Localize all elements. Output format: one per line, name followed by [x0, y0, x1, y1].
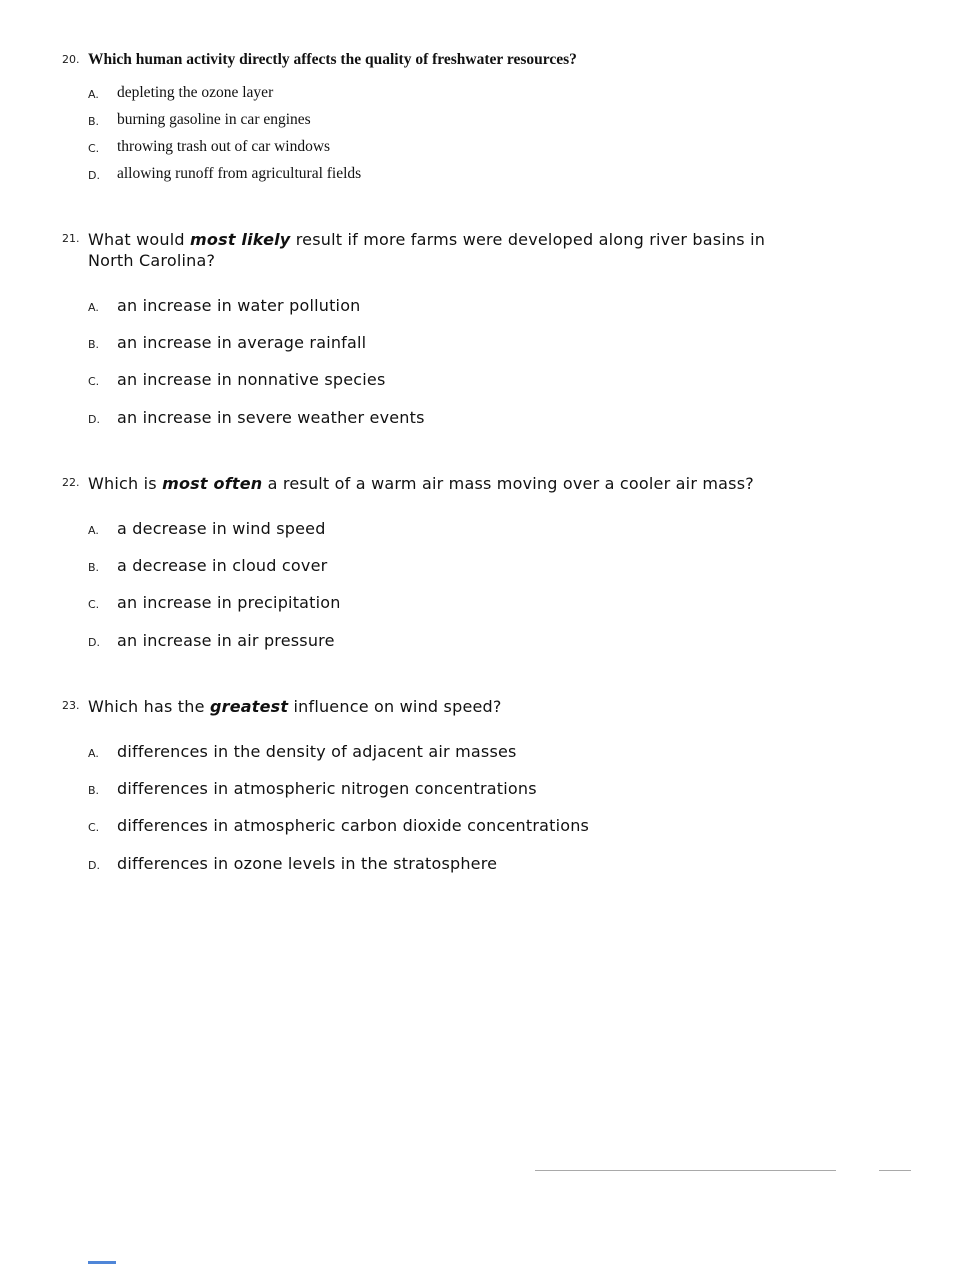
option-row [88, 84, 939, 102]
question-header [62, 696, 939, 717]
question-text [88, 696, 502, 717]
option-row [88, 557, 939, 575]
option-text: depleting the ozone layer [117, 83, 274, 101]
option-row [88, 165, 939, 183]
option-text: differences in ozone levels in the stratosphere [117, 853, 498, 873]
question-text [88, 229, 778, 272]
option-letter: A. [88, 87, 99, 101]
option-text: an increase in precipitation [117, 593, 341, 613]
option-row [88, 520, 939, 538]
option-text: burning gasoline in car engines [117, 110, 311, 128]
option-letter: D. [88, 635, 100, 649]
option-letter: A. [88, 746, 99, 760]
options-list [88, 520, 939, 651]
question-header [62, 473, 939, 494]
option-row [88, 743, 939, 761]
option-letter: D. [88, 858, 100, 872]
option-row [88, 297, 939, 315]
question-21 [62, 229, 939, 427]
signature-line-long [535, 1170, 836, 1171]
question-number: 21. [62, 231, 80, 245]
option-row [88, 111, 939, 129]
option-row [88, 632, 939, 650]
question-text [88, 50, 577, 71]
option-row [88, 409, 939, 427]
question-text [88, 473, 754, 494]
question-text-pre: Which has the [88, 697, 210, 717]
emphasis-text: most often [162, 474, 263, 494]
question-text-post: a result of a warm air mass moving over a cooler air mass? [262, 474, 754, 494]
question-text-post: result if more farms were developed along river basins in North Carolina? [88, 229, 766, 271]
option-letter: C. [88, 141, 100, 155]
option-row [88, 780, 939, 798]
option-text: a decrease in wind speed [117, 518, 326, 538]
options-list [88, 84, 939, 183]
option-text: an increase in severe weather events [117, 407, 425, 427]
page-edge-mark [88, 1261, 116, 1264]
emphasis-text: most likely [190, 229, 291, 249]
signature-line-short [879, 1170, 911, 1171]
option-row [88, 594, 939, 612]
option-letter: B. [88, 561, 100, 575]
option-text: an increase in average rainfall [117, 333, 367, 353]
question-text-pre: What would [88, 229, 191, 249]
option-text: an increase in water pollution [117, 295, 361, 315]
option-text: an increase in air pressure [117, 630, 335, 650]
option-letter: B. [88, 784, 100, 798]
option-text: differences in atmospheric nitrogen concentrations [117, 779, 537, 799]
question-number: 22. [62, 476, 80, 490]
question-header [62, 229, 939, 272]
option-text: a decrease in cloud cover [117, 556, 328, 576]
options-list [88, 297, 939, 428]
option-text: an increase in nonnative species [117, 370, 386, 390]
question-22 [62, 473, 939, 650]
question-text-pre: Which is [88, 474, 163, 494]
option-row [88, 855, 939, 873]
option-letter: B. [88, 114, 100, 128]
option-text: differences in atmospheric carbon dioxide concentrations [117, 816, 590, 836]
option-row [88, 334, 939, 352]
option-row [88, 817, 939, 835]
question-header [62, 50, 939, 71]
question-23 [62, 696, 939, 873]
option-text: differences in the density of adjacent air masses [117, 741, 517, 761]
option-letter: D. [88, 168, 100, 182]
option-letter: C. [88, 598, 100, 612]
question-text-post: influence on wind speed? [288, 697, 502, 717]
option-text: allowing runoff from agricultural fields [117, 164, 362, 182]
option-letter: C. [88, 375, 100, 389]
option-letter: A. [88, 523, 99, 537]
option-letter: D. [88, 412, 100, 426]
option-letter: B. [88, 338, 100, 352]
question-number: 23. [62, 699, 80, 713]
question-text-pre: Which human activity directly affects the quality of freshwater resources? [88, 51, 577, 68]
options-list [88, 743, 939, 874]
question-number: 20. [62, 53, 80, 66]
option-row [88, 371, 939, 389]
emphasis-text: greatest [209, 697, 289, 717]
question-20 [62, 50, 939, 183]
option-letter: A. [88, 300, 99, 314]
option-text: throwing trash out of car windows [117, 137, 331, 155]
option-letter: C. [88, 821, 100, 835]
option-row [88, 138, 939, 156]
